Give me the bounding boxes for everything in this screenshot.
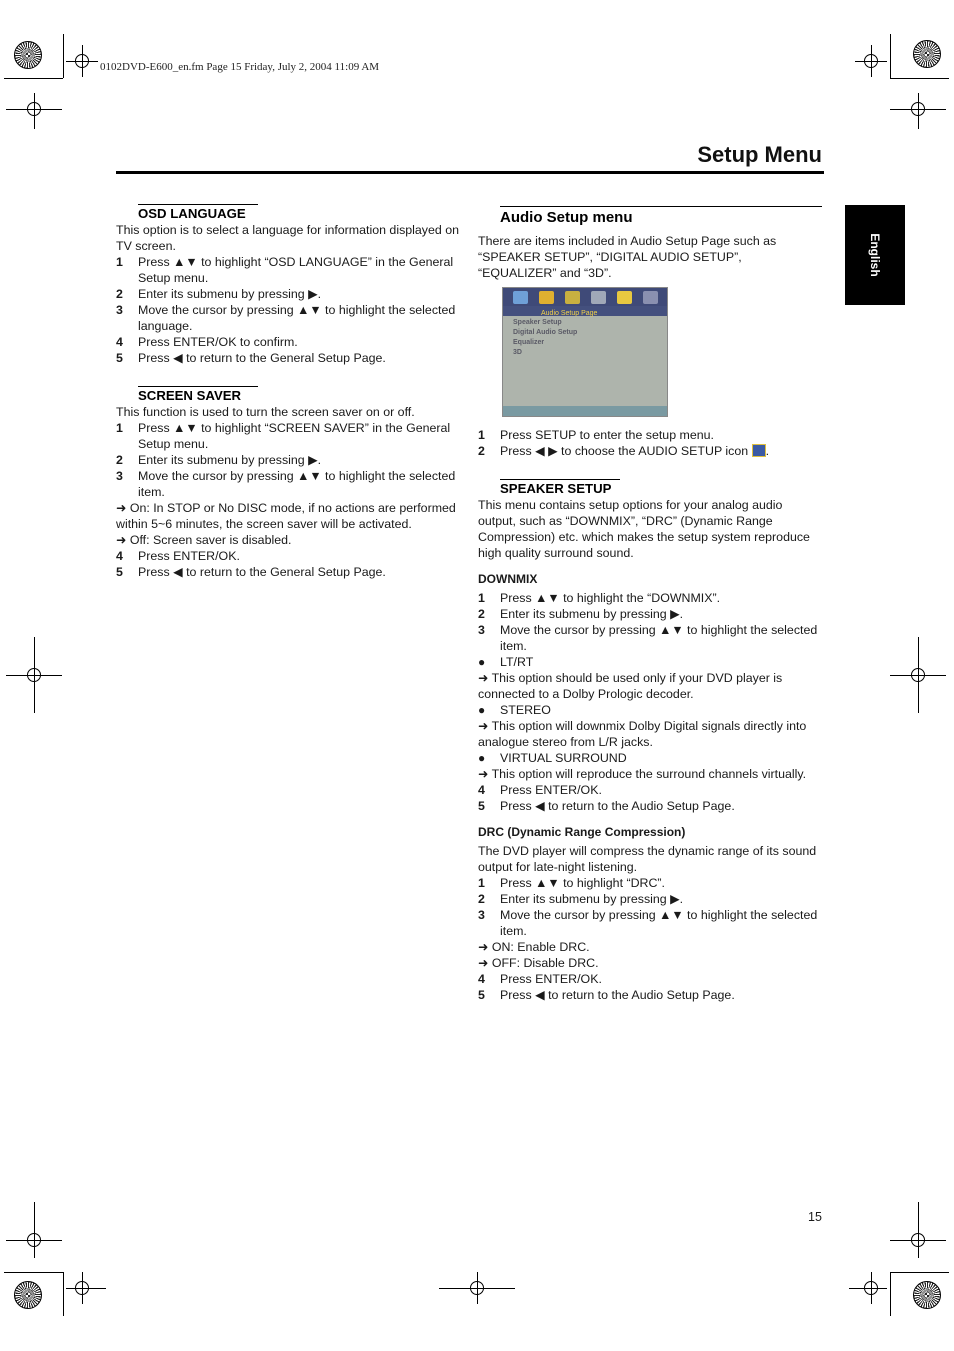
speaker-intro: This menu contains setup options for your analog audio output, such as “DOWNMIX”, “DRC” (Dynamic Range Compression) etc. which makes the setup system reproduce high quality surround sound.	[478, 498, 810, 560]
saver-note-on: ➜ On: In STOP or No DISC mode, if no actions are performed within 5~6 minutes, the screen saver will be activated.	[116, 501, 456, 531]
drc-step	[478, 891, 823, 907]
drc-heading: DRC (Dynamic Range Compression)	[478, 825, 686, 839]
right-column	[478, 206, 823, 1003]
step-number: 3	[478, 908, 485, 922]
audio-setup-icon	[539, 291, 554, 304]
step-text: Press ▲▼ to highlight “OSD LANGUAGE” in the General Setup menu.	[138, 255, 454, 285]
step-text: Enter its submenu by pressing ▶.	[500, 892, 684, 906]
step-text: Press ENTER/OK to confirm.	[138, 335, 298, 349]
drc-step	[478, 875, 823, 891]
crop-line	[63, 1272, 64, 1316]
step-text: Press ENTER/OK.	[500, 972, 602, 986]
screen-menu-item: Equalizer	[513, 339, 545, 346]
color-disc-top-left	[14, 41, 42, 69]
screen-tab-label: Audio Setup Page	[541, 310, 598, 317]
screen-menu-item: Digital Audio Setup	[513, 329, 578, 336]
step-text: Press SETUP to enter the setup menu.	[500, 428, 714, 442]
screen-bottom-bar	[503, 406, 667, 416]
step-text: Press ◀ to return to the General Setup Page.	[138, 351, 386, 365]
saver-step	[116, 452, 461, 468]
step-number: 2	[478, 444, 485, 458]
step-text: Enter its submenu by pressing ▶.	[500, 607, 684, 621]
step-number: 4	[116, 549, 123, 563]
saver-note-off: ➜ Off: Screen saver is disabled.	[116, 533, 292, 547]
crop-line	[4, 78, 63, 79]
step-number: 4	[478, 783, 485, 797]
downmix-step	[478, 606, 823, 622]
saver-step	[116, 468, 461, 500]
step-number: 4	[478, 972, 485, 986]
saver-step	[116, 420, 461, 452]
step-number: 4	[116, 335, 123, 349]
crop-line	[4, 1272, 63, 1273]
screen-tab-bar	[503, 306, 667, 316]
step-text: Enter its submenu by pressing ▶.	[138, 287, 322, 301]
crop-line	[890, 34, 891, 78]
screen-saver-heading: SCREEN SAVER	[138, 386, 258, 404]
title-rule	[116, 171, 824, 174]
option-label: VIRTUAL SURROUND	[500, 751, 627, 765]
page-number: 15	[808, 1210, 822, 1224]
step-text: Press ◀ to return to the Audio Setup Page.	[500, 799, 735, 813]
option-note: ➜ This option will reproduce the surround channels virtually.	[478, 767, 807, 781]
drc-step	[478, 971, 823, 987]
step-number: 3	[116, 469, 123, 483]
language-tab-label: English	[868, 233, 882, 277]
screen-menu-item: Speaker Setup	[513, 319, 562, 326]
audio-step	[478, 443, 823, 459]
bullet-icon: ●	[478, 655, 486, 669]
screen-menu-item: 3D	[513, 349, 522, 356]
screen-menu-items	[513, 318, 577, 358]
drc-step	[478, 907, 823, 939]
step-number: 1	[478, 428, 485, 442]
crop-line	[890, 1272, 891, 1316]
step-text: Press ENTER/OK.	[500, 783, 602, 797]
step-number: 1	[116, 421, 123, 435]
drc-step	[478, 987, 823, 1003]
audio-setup-heading: Audio Setup menu	[500, 206, 822, 227]
crop-line	[890, 1272, 949, 1273]
color-disc-top-right	[913, 40, 941, 68]
audio-setup-screenshot	[502, 287, 668, 417]
file-header: 0102DVD-E600_en.fm Page 15 Friday, July 2, 2004 11:09 AM	[100, 61, 380, 73]
step-text: Move the cursor by pressing ▲▼ to highlight the selected language.	[138, 303, 456, 333]
osd-language-heading: OSD LANGUAGE	[138, 204, 258, 222]
preference-icon	[591, 291, 606, 304]
osd-step	[116, 350, 461, 366]
step-number: 1	[478, 591, 485, 605]
step-text: Press ▲▼ to highlight the “DOWNMIX”.	[500, 591, 721, 605]
step-text: Press ▲▼ to highlight “DRC”.	[500, 876, 665, 890]
drc-note-off: ➜ OFF: Disable DRC.	[478, 956, 599, 970]
downmix-step	[478, 798, 823, 814]
step-number: 3	[116, 303, 123, 317]
step-number: 1	[116, 255, 123, 269]
bullet-icon: ●	[478, 751, 486, 765]
option-note: ➜ This option should be used only if your DVD player is connected to a Dolby Prologic decoder.	[478, 671, 783, 701]
downmix-heading: DOWNMIX	[478, 572, 538, 586]
downmix-step	[478, 782, 823, 798]
step-text: Press ▲▼ to highlight “SCREEN SAVER” in the General Setup menu.	[138, 421, 451, 451]
drc-note-on: ➜ ON: Enable DRC.	[478, 940, 590, 954]
step-number: 5	[478, 799, 485, 813]
step-text: Enter its submenu by pressing ▶.	[138, 453, 322, 467]
step-text: Press ENTER/OK.	[138, 549, 240, 563]
general-setup-icon	[513, 291, 528, 304]
screen-saver-intro: This function is used to turn the screen saver on or off.	[116, 405, 415, 419]
crop-line	[63, 34, 64, 78]
downmix-option	[478, 750, 823, 766]
step-number: 2	[116, 453, 123, 467]
downmix-step	[478, 622, 823, 654]
audio-intro: There are items included in Audio Setup Page such as “SPEAKER SETUP”, “DIGITAL AUDIO SETUP”, “EQUALIZER” and “3D”.	[478, 234, 777, 280]
downmix-option	[478, 702, 823, 718]
osd-step	[116, 302, 461, 334]
video-setup-icon	[565, 291, 580, 304]
color-disc-bottom-left	[14, 1281, 42, 1309]
step-text-post: .	[765, 444, 770, 458]
saver-step	[116, 548, 461, 564]
speaker-setup-heading: SPEAKER SETUP	[500, 479, 620, 497]
option-label: STEREO	[500, 703, 551, 717]
osd-step	[116, 254, 461, 286]
step-number: 3	[478, 623, 485, 637]
option-note: ➜ This option will downmix Dolby Digital signals directly into analogue stereo from L/R jacks.	[478, 719, 807, 749]
step-text: Move the cursor by pressing ▲▼ to highlight the selected item.	[138, 469, 456, 499]
option-label: LT/RT	[500, 655, 534, 669]
left-column	[116, 204, 461, 580]
osd-step	[116, 334, 461, 350]
language-tab	[845, 205, 905, 305]
step-text: Move the cursor by pressing ▲▼ to highlight the selected item.	[500, 623, 818, 653]
audio-setup-icon	[752, 444, 766, 457]
step-number: 1	[478, 876, 485, 890]
step-number: 5	[116, 565, 123, 579]
step-text: Move the cursor by pressing ▲▼ to highlight the selected item.	[500, 908, 818, 938]
audio-step	[478, 427, 823, 443]
step-number: 5	[116, 351, 123, 365]
bullet-icon: ●	[478, 703, 486, 717]
page-title: Setup Menu	[697, 142, 822, 167]
color-disc-bottom-right	[913, 1281, 941, 1309]
step-number: 5	[478, 988, 485, 1002]
exit-icon	[643, 291, 658, 304]
drc-intro: The DVD player will compress the dynamic range of its sound output for late-night listening.	[478, 844, 817, 874]
step-number: 2	[478, 607, 485, 621]
step-number: 2	[478, 892, 485, 906]
osd-step	[116, 286, 461, 302]
lock-icon	[617, 291, 632, 304]
downmix-option	[478, 654, 823, 670]
crop-line	[890, 78, 949, 79]
step-text-pre: Press ◀ ▶ to choose the AUDIO SETUP icon	[500, 444, 749, 458]
step-text: Press ◀ to return to the General Setup Page.	[138, 565, 386, 579]
saver-step	[116, 564, 461, 580]
step-text: Press ◀ to return to the Audio Setup Page.	[500, 988, 735, 1002]
step-number: 2	[116, 287, 123, 301]
step-text	[500, 443, 823, 459]
downmix-step	[478, 590, 823, 606]
osd-intro: This option is to select a language for information displayed on TV screen.	[116, 223, 460, 253]
